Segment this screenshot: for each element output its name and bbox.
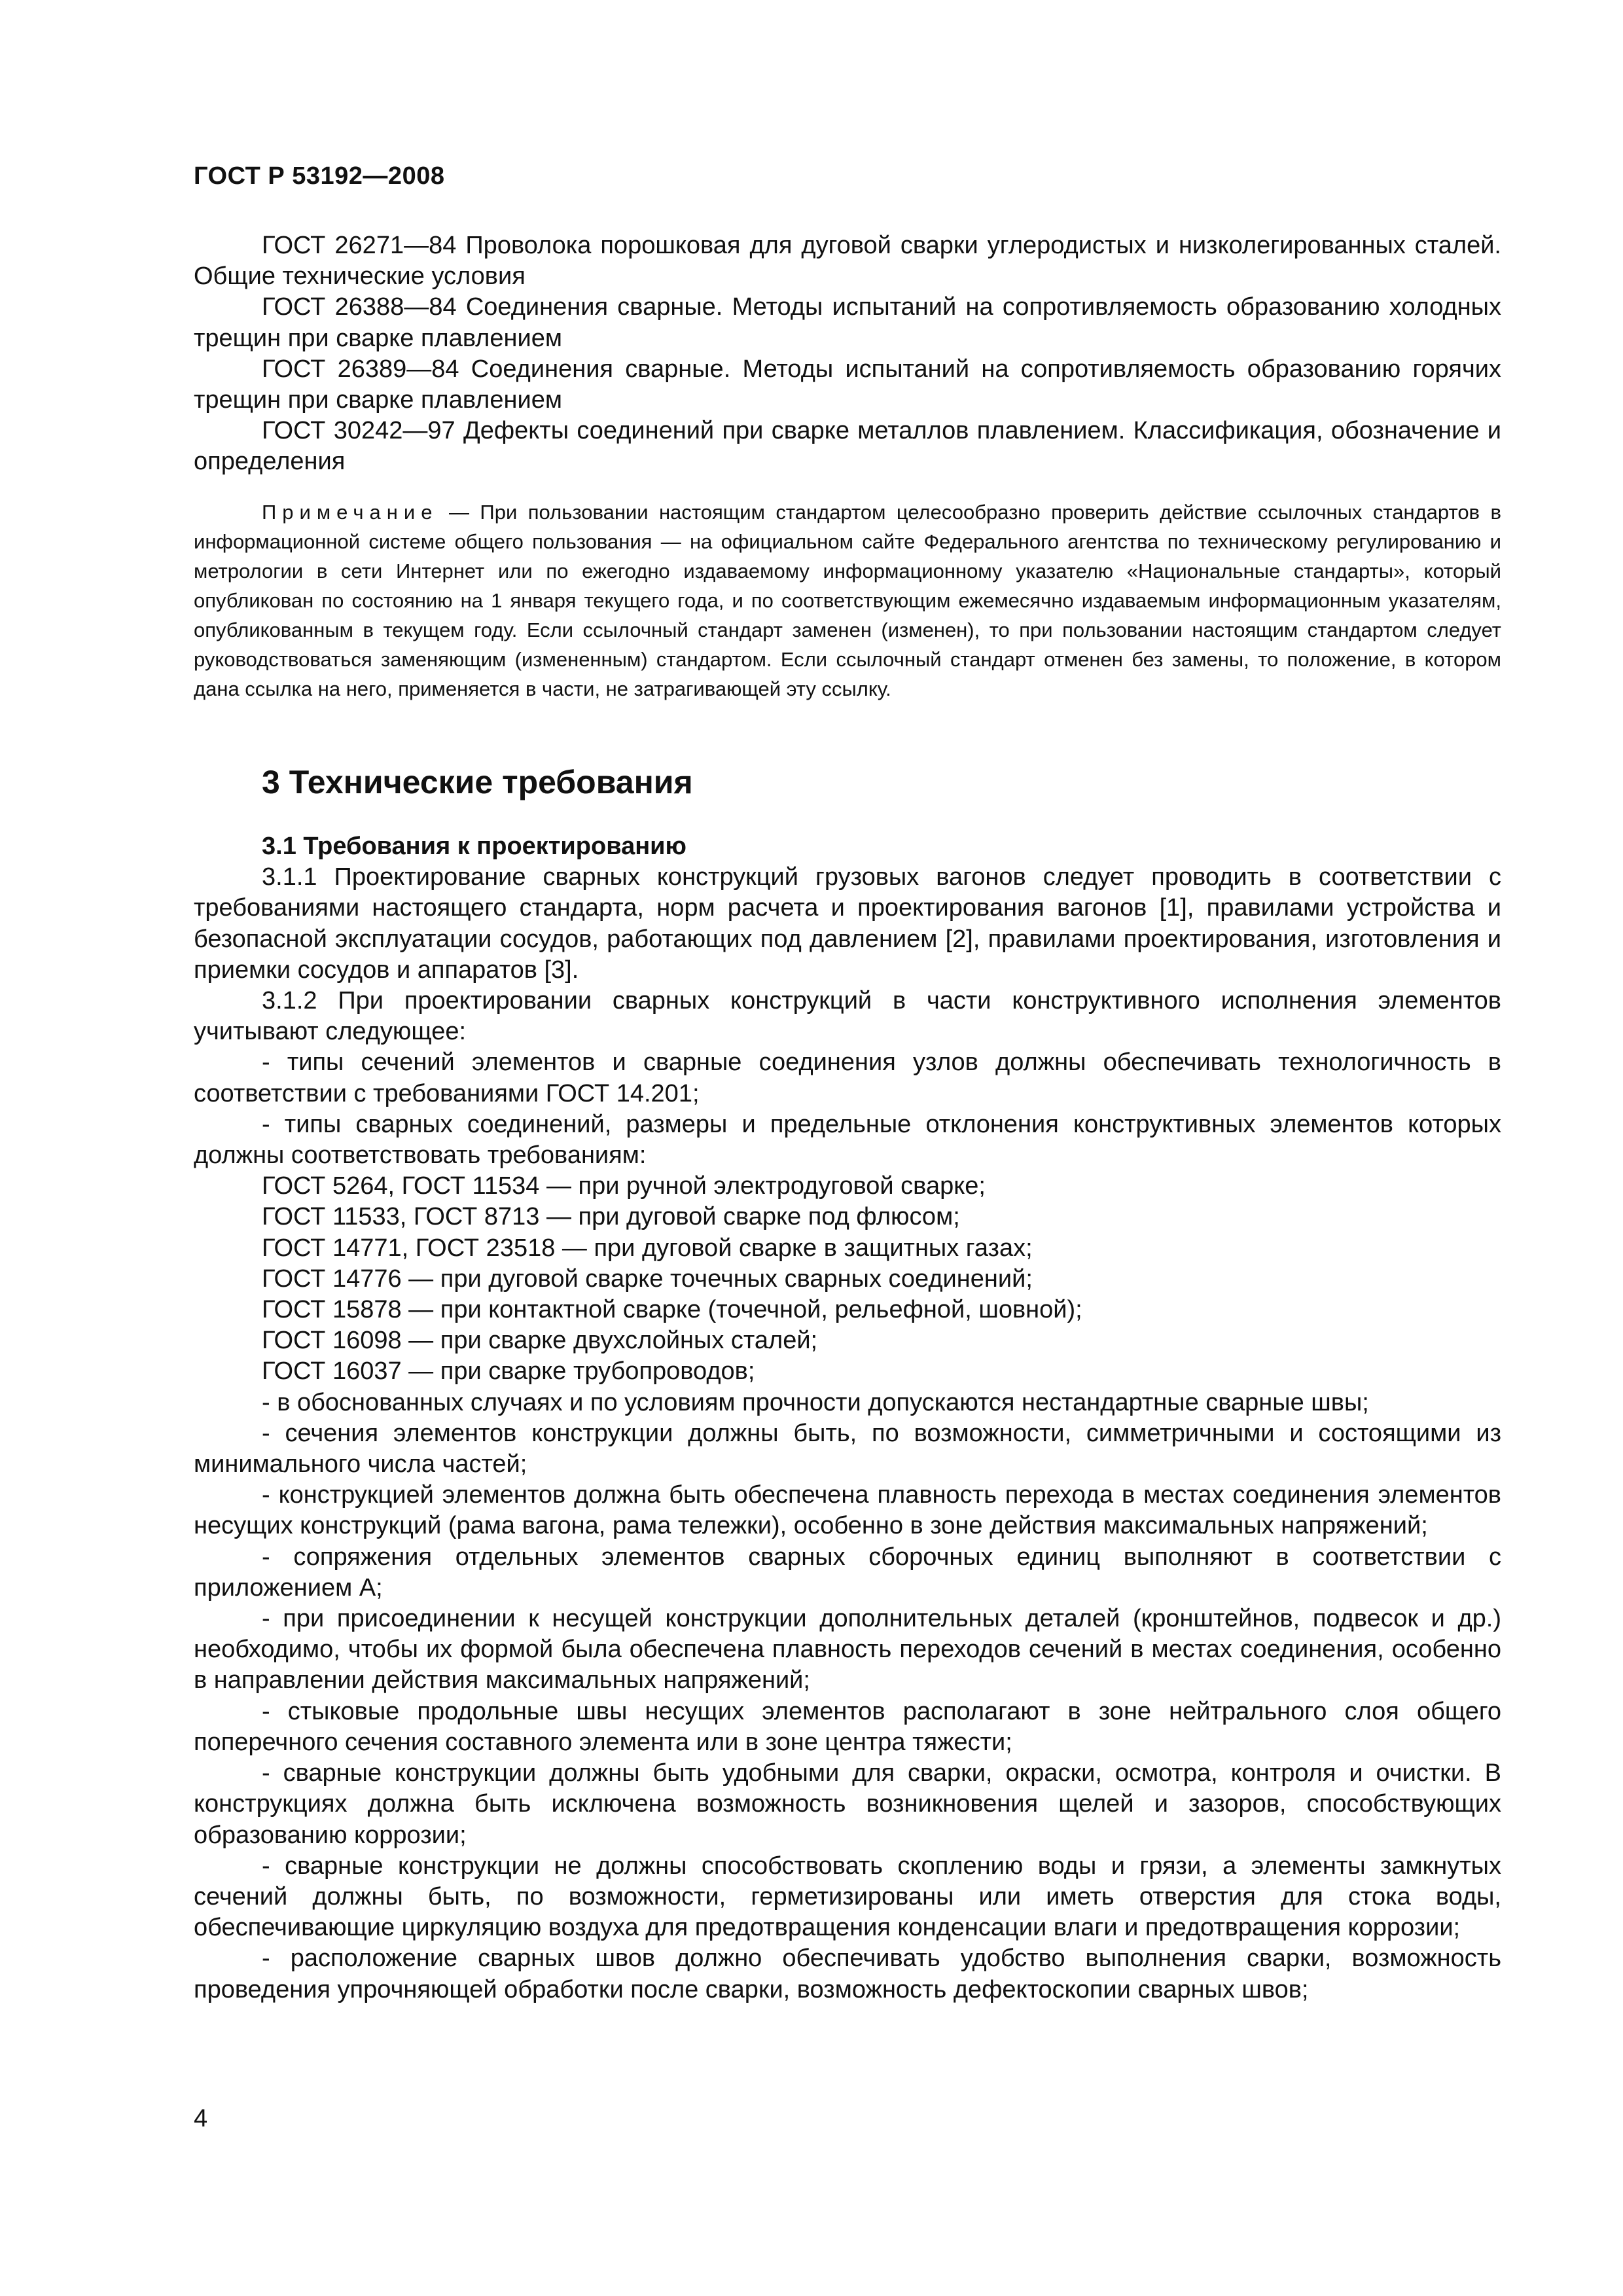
note-block [194,497,1501,704]
subsection-title: 3.1 Требования к проектированию [262,833,687,860]
note-text: — При пользовании настоящим стандартом целесообразно проверить действие ссылочных стандартов в информационной системе общего пользования — на официальном сайте Федерального агентства по техническому регулированию и метрологии в сети Интернет или по ежегодно издаваемому информационному указателю «Национальные стандарты», который опубликован по состоянию на 1 января текущего года, и по соответствующим ежемесячно издаваемым информационным указателям, опубликованным в текущем году. Если ссылочный стандарт заменен (изменен), то при пользовании настоящим стандартом следует руководствоваться заменяющим (измененным) стандартом. Если ссылочный стандарт отменен без замены, то положение, в котором дана ссылка на него, применяется в части, не затрагивающей эту ссылку. [194,501,1501,700]
paragraph: - сечения элементов конструкции должны быть, по возможности, симметричными и состоящими из минимального числа частей; [194,1419,1501,1479]
paragraph: ГОСТ 15878 — при контактной сварке (точечной, рельефной, шовной); [262,1296,1082,1324]
document-header-id: ГОСТ Р 53192—2008 [194,162,445,190]
paragraph: - стыковые продольные швы несущих элементов располагают в зоне нейтрального слоя общего поперечного сечения составного элемента или в зоне центра тяжести; [194,1697,1501,1756]
paragraph-list [194,862,1501,2005]
reference-item: ГОСТ 30242—97 Дефекты соединений при сварке металлов плавлением. Классификация, обозначение и определения [194,417,1501,476]
reference-item: ГОСТ 26389—84 Соединения сварные. Методы испытаний на сопротивляемость образованию горячих трещин при сварке плавлением [194,355,1501,414]
paragraph: - конструкцией элементов должна быть обеспечена плавность перехода в местах соединения элементов несущих конструкций (рама вагона, рама тележки), особенно в зоне действия максимальных напряжений; [194,1481,1501,1540]
paragraph: ГОСТ 16037 — при сварке трубопроводов; [262,1357,755,1386]
paragraph: - сварные конструкции должны быть удобными для сварки, окраски, осмотра, контроля и очистки. В конструкциях должна быть исключена возможность возникновения щелей и зазоров, способствующих образованию коррозии; [194,1759,1501,1849]
paragraph: - сварные конструкции не должны способствовать скоплению воды и грязи, а элементы замкнутых сечений должны быть, по возможности, герметизированы или иметь отверстия для стока воды, обеспечивающие циркуляцию воздуха для предотвращения конденсации влаги и предотвращения коррозии; [194,1852,1501,1942]
paragraph: - при присоединении к несущей конструкции дополнительных деталей (кронштейнов, подвесок и др.) необходимо, чтобы их формой была обеспечена плавность переходов сечений в местах соединения, особенно в направлении действия максимальных напряжений; [194,1605,1501,1695]
reference-item: ГОСТ 26388—84 Соединения сварные. Методы испытаний на сопротивляемость образованию холодных трещин при сварке плавлением [194,293,1501,352]
paragraph: ГОСТ 14771, ГОСТ 23518 — при дуговой сварке в защитных газах; [262,1234,1033,1262]
reference-item: ГОСТ 26271—84 Проволока порошковая для дуговой сварки углеродистых и низколегированных сталей. Общие технические условия [194,232,1501,291]
paragraph: ГОСТ 14776 — при дуговой сварке точечных сварных соединений; [262,1265,1033,1293]
paragraph: 3.1.2 При проектировании сварных конструкций в части конструктивного исполнения элементов учитывают следующее: [194,987,1501,1046]
note-label: Примечание [262,501,438,524]
section-title: 3 Технические требования [262,764,693,800]
section-body [194,831,1501,2005]
paragraph: - расположение сварных швов должно обеспечивать удобство выполнения сварки, возможность проведения упрочняющей обработки после сварки, возможность дефектоскопии сварных швов; [194,1945,1501,2003]
paragraph: - типы сварных соединений, размеры и предельные отклонения конструктивных элементов которых должны соответствовать требованиям: [194,1110,1501,1170]
paragraph: ГОСТ 11533, ГОСТ 8713 — при дуговой сварке под флюсом; [262,1203,960,1231]
paragraph: - сопряжения отдельных элементов сварных сборочных единиц выполняют в соответствии с приложением А; [194,1543,1501,1602]
paragraph: - типы сечений элементов и сварные соединения узлов должны обеспечивать технологичность в соответствии с требованиями ГОСТ 14.201; [194,1049,1501,1107]
paragraph: 3.1.1 Проектирование сварных конструкций грузовых вагонов следует проводить в соответствии с требованиями настоящего стандарта, норм расчета и проектирования вагонов [1], правилами устройства и безопасной эксплуатации сосудов, работающих под давлением [2], правилами проектирования, изготовления и приемки сосудов и аппаратов [3]. [194,863,1501,984]
paragraph: - в обоснованных случаях и по условиям прочности допускаются нестандартные сварные швы; [262,1388,1369,1416]
page-number: 4 [194,2105,208,2132]
references-list [194,230,1501,478]
paragraph: ГОСТ 5264, ГОСТ 11534 — при ручной электродуговой сварке; [262,1172,986,1200]
paragraph: ГОСТ 16098 — при сварке двухслойных сталей; [262,1327,818,1355]
